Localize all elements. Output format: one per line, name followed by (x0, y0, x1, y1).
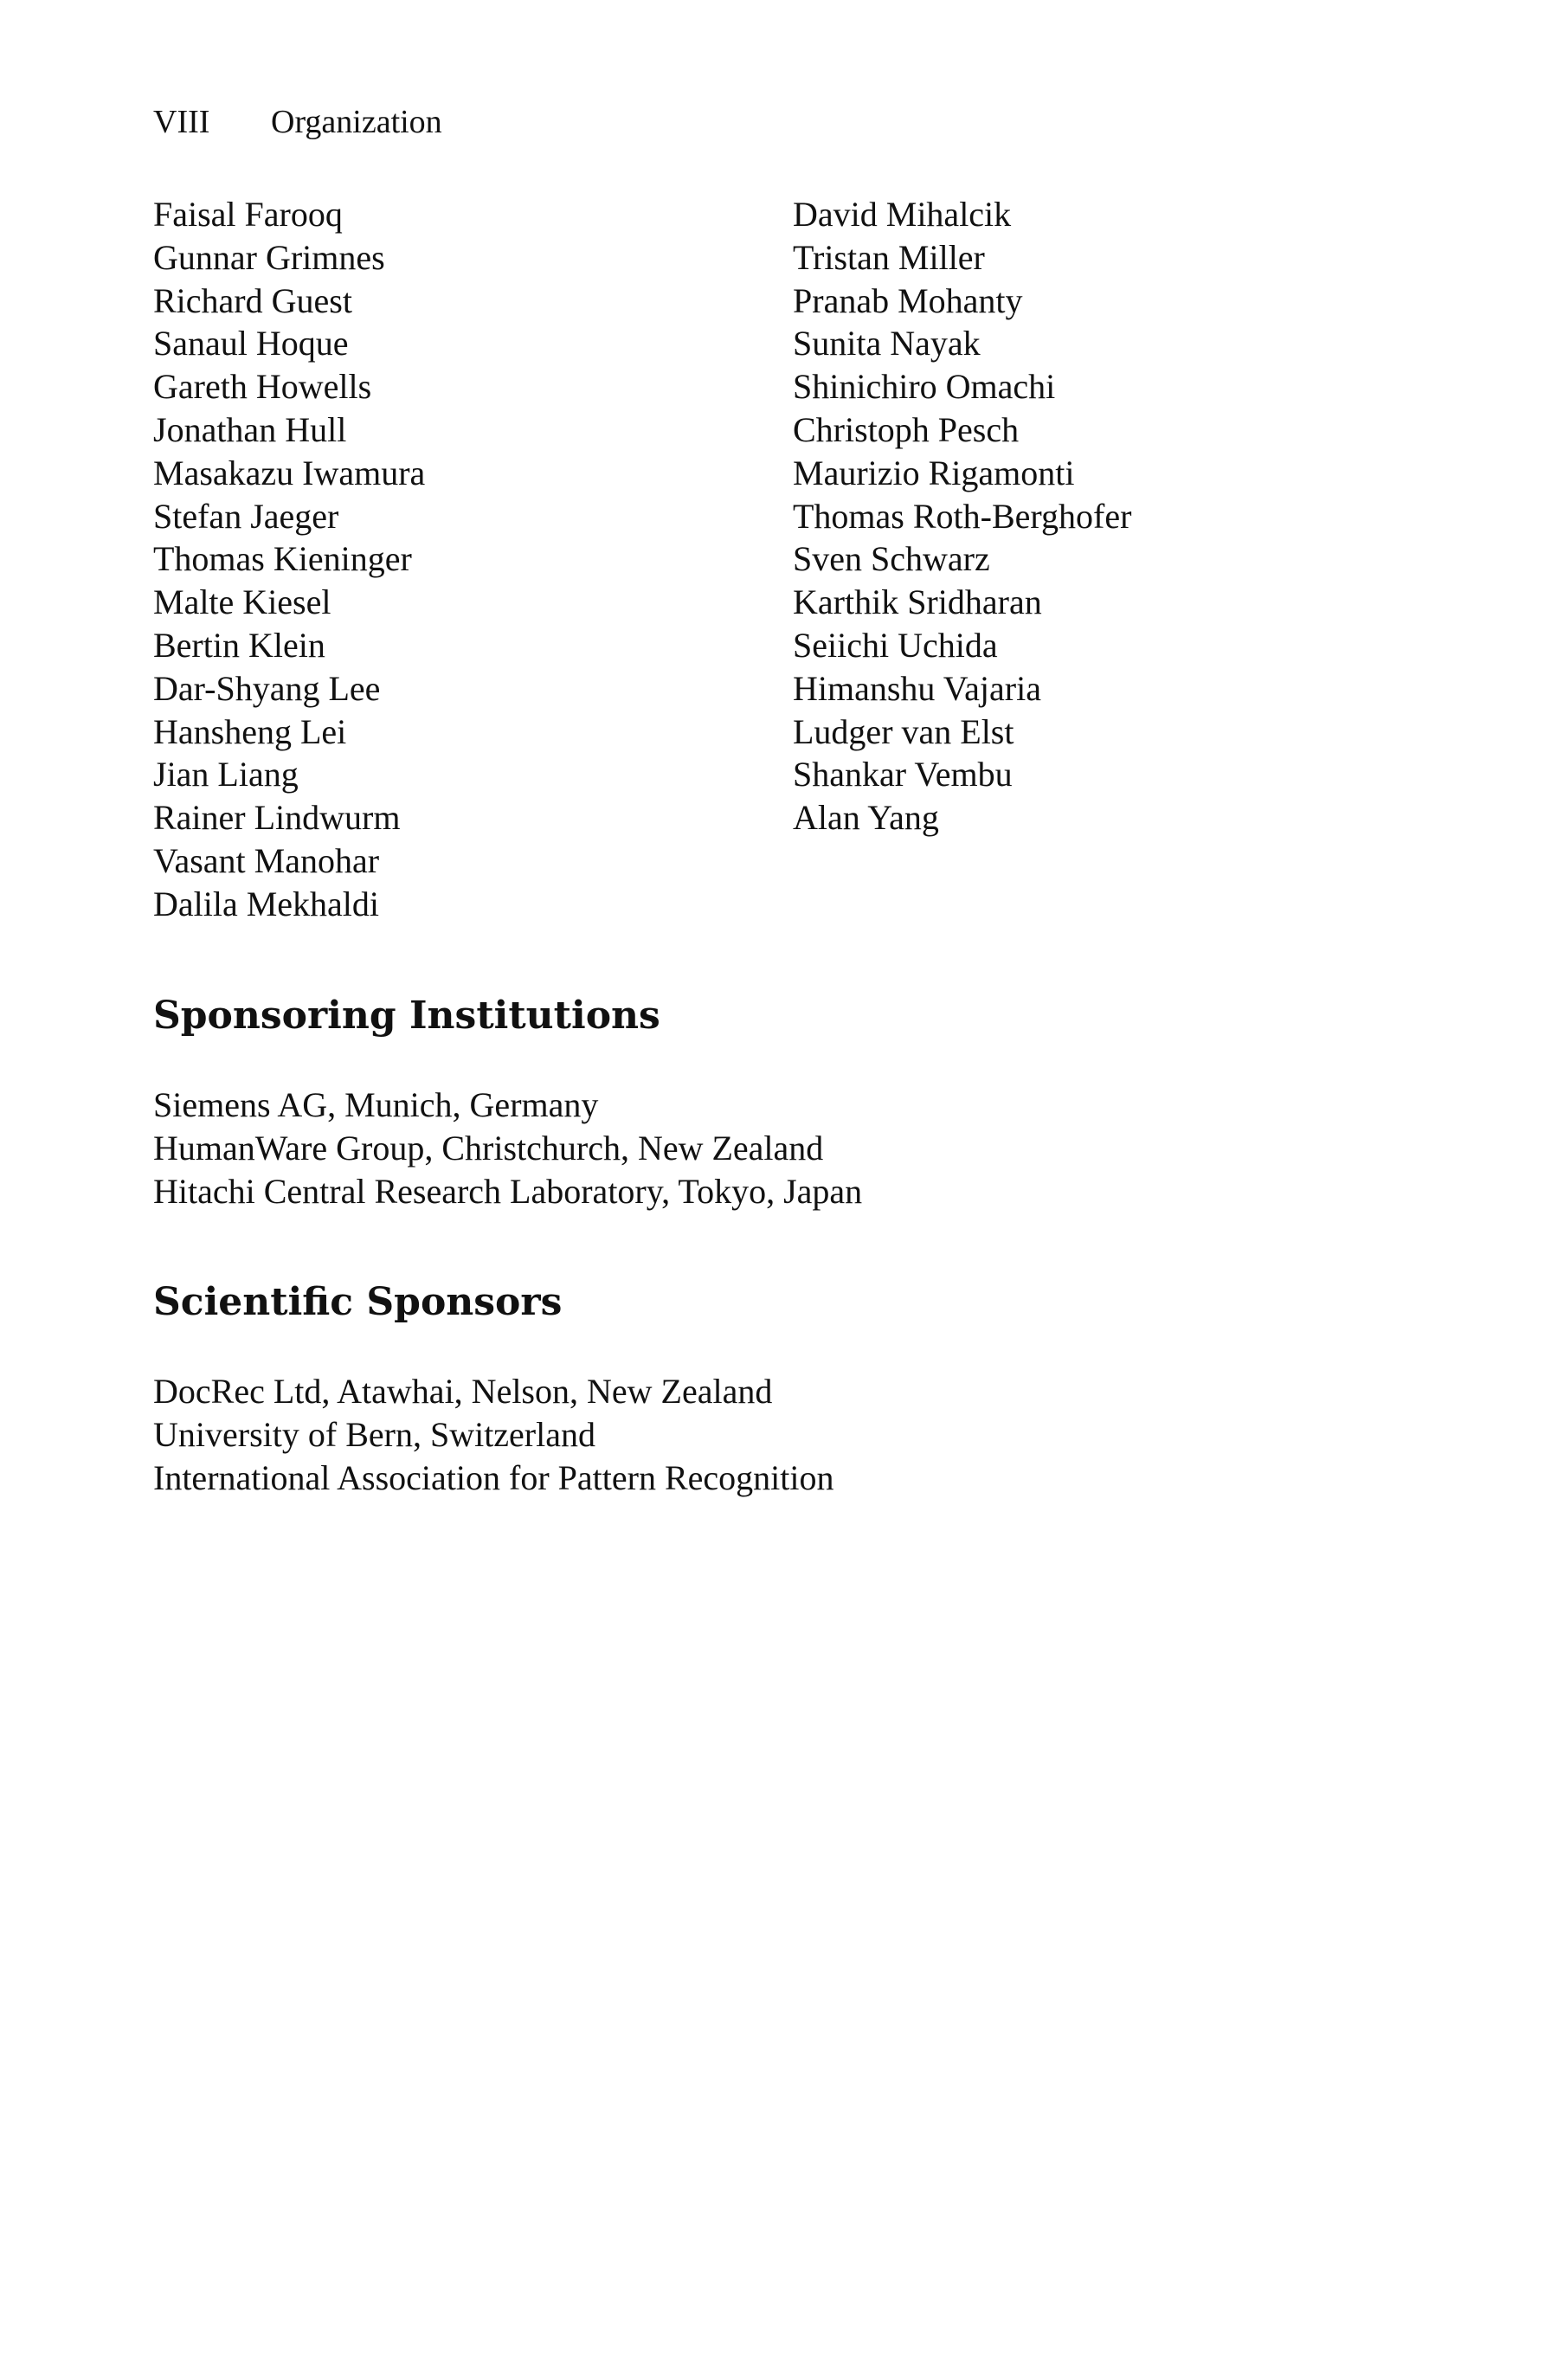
reviewer-name: Malte Kiesel (153, 582, 331, 622)
scientific-sponsors-list (153, 1370, 833, 1500)
reviewer-name: David Mihalcik (793, 195, 1012, 234)
reviewer-name: Masakazu Iwamura (153, 453, 426, 492)
sponsor-entry: International Association for Pattern Recognition (153, 1458, 834, 1497)
reviewer-name: Sanaul Hoque (153, 324, 349, 363)
sponsor-entry: University of Bern, Switzerland (153, 1415, 595, 1454)
sponsor-entry: Hitachi Central Research Laboratory, Tokyo, Japan (153, 1172, 863, 1211)
reviewer-name: Bertin Klein (153, 625, 325, 665)
sponsoring-institutions-list (153, 1084, 862, 1213)
reviewer-name: Shankar Vembu (793, 755, 1013, 794)
sponsor-entry: HumanWare Group, Christchurch, New Zealand (153, 1129, 824, 1167)
reviewer-name: Alan Yang (793, 798, 939, 838)
scientific-sponsors-heading: Scientific Sponsors (153, 1280, 563, 1324)
reviewer-name: Sunita Nayak (793, 324, 981, 363)
reviewer-name: Jian Liang (153, 755, 299, 794)
reviewer-list-right (793, 193, 1131, 839)
reviewer-name: Seiichi Uchida (793, 625, 998, 665)
running-title: Organization (271, 104, 442, 140)
reviewer-name: Karthik Sridharan (793, 582, 1042, 622)
reviewer-name: Christoph Pesch (793, 409, 1020, 449)
reviewer-name: Richard Guest (153, 280, 352, 320)
reviewer-name: Thomas Kieninger (153, 539, 412, 579)
reviewer-name: Maurizio Rigamonti (793, 453, 1075, 492)
reviewer-name: Hansheng Lei (153, 711, 347, 751)
sponsor-entry: DocRec Ltd, Atawhai, Nelson, New Zealand (153, 1372, 773, 1411)
reviewer-name: Gunnar Grimnes (153, 237, 385, 277)
reviewer-name: Himanshu Vajaria (793, 668, 1041, 708)
reviewer-name: Faisal Farooq (153, 195, 343, 234)
reviewer-name: Pranab Mohanty (793, 280, 1023, 320)
reviewer-name: Thomas Roth-Berghofer (793, 496, 1132, 536)
reviewer-name: Dar-Shyang Lee (153, 668, 381, 708)
sponsoring-institutions-heading: Sponsoring Institutions (153, 994, 660, 1038)
reviewer-list-left (153, 193, 425, 926)
reviewer-name: Tristan Miller (793, 237, 985, 277)
reviewer-name: Shinichiro Omachi (793, 367, 1056, 407)
reviewer-name: Ludger van Elst (793, 711, 1014, 751)
reviewer-name: Gareth Howells (153, 367, 372, 407)
running-head (153, 102, 442, 142)
reviewer-name: Sven Schwarz (793, 539, 990, 579)
reviewer-name: Dalila Mekhaldi (153, 884, 380, 923)
reviewer-name: Vasant Manohar (153, 840, 380, 880)
reviewer-name: Jonathan Hull (153, 409, 347, 449)
reviewer-name: Rainer Lindwurm (153, 798, 401, 838)
page-number: VIII (153, 104, 210, 140)
sponsor-entry: Siemens AG, Munich, Germany (153, 1085, 599, 1124)
reviewer-name: Stefan Jaeger (153, 496, 339, 536)
